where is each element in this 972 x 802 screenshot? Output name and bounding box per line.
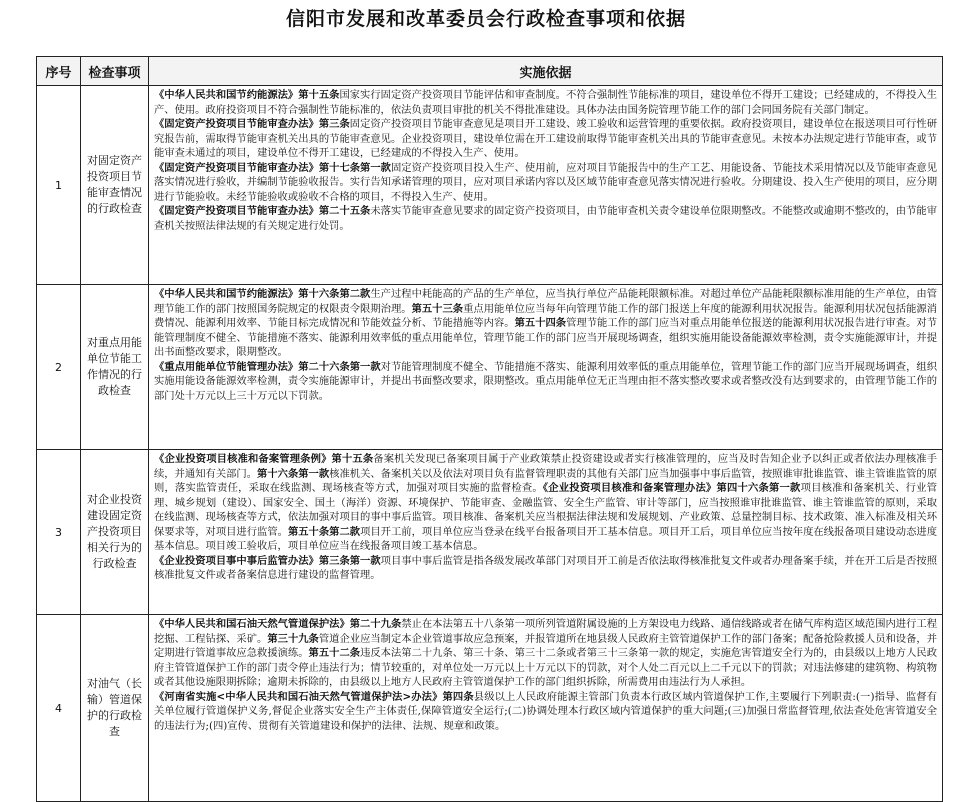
law-text: 固定资产投资项目节能审查意见是项目开工建设、竣工验收和运营管理的重要依据。政府投资项目，建设单位在报送项目可行性研究报告前，需取得节能审查机关出具的节能审查意见。企业投资项目，建设单位需在开工建设前取得节能审查机关出具的节能审查意见。未按本办法规定进行节能审查，或节能审查未通过的项目，建设单位不得开工建设，已经建成的不得投入生产、使用。 (154, 118, 938, 159)
page-title: 信阳市发展和改革委员会行政检查事项和依据 (285, 8, 686, 30)
law-citation: 第五十二条 (308, 647, 361, 659)
basis-text (154, 618, 937, 732)
law-citation: 《企业投资项目事中事后监管办法》第三条第一款 (154, 554, 381, 567)
basis-text (154, 89, 937, 232)
law-citation: 第十六条第一款 (257, 467, 330, 480)
law-text: 对节能管理制度不健全、节能措施不落实、能源利用效率低的重点用能单位，管理节能工作的部门应当开展现场调查，组织实施用能设备能源效率检测，责令实施能源审计，并提出书面整改要求，限期整改。重点用能单位无正当理由拒不落实整改要求或者整改没有达到要求的，由管理节能工作的部门处十万元以上三十万元以下罚款。 (154, 360, 938, 402)
law-text: 项目事中事后监管是指各级发展改革部门对项目开工前是否依法取得核准批复文件或者办理备案手续，并在开工后是否按照核准批复文件或者备案信息进行建设的监督管理。 (154, 554, 938, 581)
header-no: 序号 (37, 57, 81, 86)
law-citation: 《重点用能单位节能管理办法》第二十六条第一款 (154, 360, 381, 373)
inspection-table (36, 56, 943, 802)
law-citation: 《中华人民共和国石油天然气管道保护法》第二十九条 (154, 618, 402, 630)
inspection-item: 对油气（长输）管道保护的行政检查 (81, 615, 149, 802)
table-row (37, 285, 943, 450)
table-row (37, 615, 943, 802)
legal-basis (149, 86, 943, 285)
header-item: 检查事项 (81, 57, 149, 86)
law-citation: 第五十四条 (514, 317, 567, 329)
law-citation: 《河南省实施<中华人民共和国石油天然气管道保护法>办法》第四条 (154, 690, 474, 703)
law-text: 核准机关、备案机关以及依法对项目负有监督管理职责的其他有关部门应当加强事中事后监管，按照谁审批谁监管、谁主管谁监管的原则，落实监管责任，采取在线监测、现场核查等方式，加强对项目实施的监督检查。 (154, 467, 938, 494)
header-basis: 实施依据 (149, 57, 943, 86)
law-citation: 第五十三条 (411, 302, 464, 315)
law-citation: 《固定资产投资项目节能审查办法》第三条 (154, 118, 350, 130)
law-text: 备案机关发现已备案项目属于产业政策禁止投资建设或者实行核准管理的，应当及时告知企业予以纠正或者依法办理核准手续，并通知有关部门。 (154, 453, 937, 480)
law-text: 未落实节能审查意见要求的固定资产投资项目，由节能审查机关责令建设单位限期整改。不能整改或逾期不整改的，由节能审查机关按照法律法规的有关规定进行处罚。 (154, 205, 938, 232)
law-text: 项目核准和备案机关、行业管理、城乡规划（建设）、国家安全、国土（海洋）资源、环境保护、节能审查、金融监管、安全生产监管、审计等部门，应当按照谁审批谁监管、谁主管谁监管的原则，采取在线监测、现场核查等方式，依法加强对项目的事中事后监管。项目核准、备案机关应当根据法律法规和发展规划、产业政策、总量控制目标、技术政策、准入标准及相关环保要求等，对项目进行监管。 (154, 482, 937, 538)
legal-basis (149, 285, 943, 450)
basis-text (154, 453, 937, 581)
legal-basis (149, 615, 943, 802)
table-row (37, 86, 943, 285)
law-text: 管理节能工作的部门应当对重点用能单位报送的能源利用状况报告进行审查。对节能管理制度不健全、节能措施不落实、能源利用效率低的重点用能单位，管理节能工作的部门应当开展现场调查，组织实施用能设备能源效率检测，责令实施能源审计，并提出书面整改要求，限期整改。 (154, 317, 937, 358)
law-text: 禁止在本法第五十八条第一项所列管道附属设施的上方架设电力线路、通信线路或者在储气库构造区域范围内进行工程挖掘、工程钻探、采矿。 (154, 618, 937, 645)
law-citation: 《固定资产投资项目节能审查办法》第二十五条 (154, 205, 371, 217)
inspection-item: 对固定资产投资项目节能审查情况的行政检查 (81, 86, 149, 285)
law-text: 管道企业应当制定本企业管道事故应急预案，并报管道所在地县级人民政府主管管道保护工作的部门备案；配备抢险救援人员和设备，并定期进行管道事故应急救援演练。 (154, 632, 938, 659)
row-number: 2 (37, 285, 81, 450)
law-text: 县级以上人民政府能源主管部门负责本行政区域内管道保护工作,主要履行下列职责:(一)指导、监督有关单位履行管道保护义务,督促企业落实安全生产主体责任,保障管道安全运行;(二)协调处理本行政区域内管道保护的重大问题;(三)加强日常监督管理,依法查处危害管道安全的违法行为;(四)宣传、贯彻有关管道建设和保护的法律、法规、规章和政策。 (154, 690, 937, 732)
law-text: 项目开工前，项目单位应当登录在线平台报备项目开工基本信息。项目开工后，项目单位应当按年度在线报备项目建设动态进度基本信息。项目竣工验收后，项目单位应当在线报备项目竣工基本信息。 (154, 525, 938, 552)
header-row (37, 57, 943, 86)
law-citation: 《中华人民共和国节约能源法》第十六条第二款 (154, 288, 371, 300)
law-text: 国家实行固定资产投资项目节能评估和审查制度。不符合强制性节能标准的项目，建设单位不得开工建设；已经建成的，不得投入生产、使用。政府投资项目不符合强制性节能标准的，依法负责项目审批的机关不得批准建设。具体办法由国务院管理节能工作的部门会同国务院有关部门制定。 (154, 89, 938, 116)
row-number: 1 (37, 86, 81, 285)
law-citation: 第三十九条 (267, 632, 319, 645)
law-text: 重点用能单位应当每年向管理节能工作的部门报送上年度的能源利用状况报告。能源利用状况包括能源消费情况、能源利用效率、节能目标完成情况和节能效益分析、节能措施等内容。 (154, 302, 938, 329)
row-number: 3 (37, 450, 81, 615)
basis-text (154, 288, 937, 402)
inspection-item: 对企业投资建设固定资产投资项目相关行为的行政检查 (81, 450, 149, 615)
table-row (37, 450, 943, 615)
law-citation: 《中华人民共和国节约能源法》第十五条 (154, 89, 340, 101)
law-text: 固定资产投资项目投入生产、使用前，应对项目节能报告中的生产工艺、用能设备、节能技术采用情况以及节能审查意见落实情况进行验收，并编制节能验收报告。实行告知承诺管理的项目，应对项目承诺内容以及区域节能审查意见落实情况进行验收。分期建设、投入生产使用的项目，应分期进行节能验收。未经节能验收或验收不合格的项目，不得投入生产、使用。 (154, 161, 938, 203)
law-citation: 《企业投资项目核准和备案管理办法》第四十六条第一款 (542, 482, 801, 494)
law-text: 生产过程中耗能高的产品的生产单位，应当执行单位产品能耗限额标准。对超过单位产品能耗限额标准用能的生产单位，由管理节能工作的部门按照国务院规定的权限责令限期治理。 (154, 288, 938, 315)
law-citation: 《企业投资项目核准和备案管理条例》第十五条 (154, 453, 374, 465)
row-number: 4 (37, 615, 81, 802)
law-citation: 第五十条第二款 (287, 525, 361, 538)
inspection-item: 对重点用能单位节能工作情况的行政检查 (81, 285, 149, 450)
law-citation: 《固定资产投资项目节能审查办法》第十七条第一款 (154, 161, 391, 174)
law-text: 违反本法第二十九条、第三十条、第三十二条或者第三十三条第一款的规定，实施危害管道安全行为的，由县级以上地方人民政府主管管道保护工作的部门责令停止违法行为；情节较重的，对单位处一万元以上十万元以下的罚款，对个人处二百元以上二千元以下的罚款；对违法修建的建筑物、构筑物或者其他设施限期拆除；逾期未拆除的，由县级以上地方人民政府主管管道保护工作的部门组织拆除，所需费用由违法行为人承担。 (154, 647, 938, 688)
legal-basis (149, 450, 943, 615)
